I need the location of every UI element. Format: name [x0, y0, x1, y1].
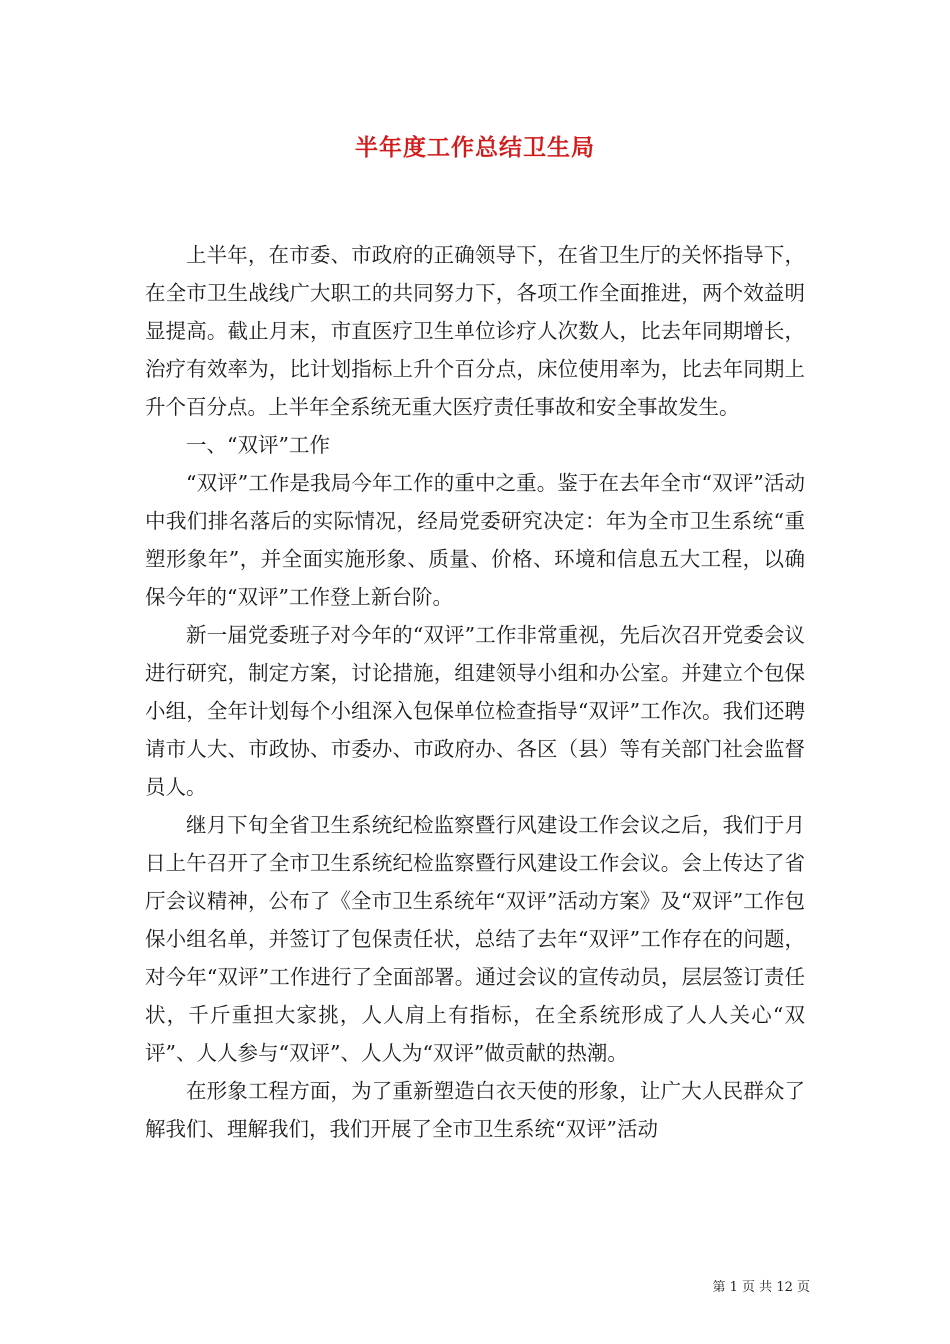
document-body [145, 236, 805, 1148]
section-heading-shuangping: 一、“双评”工作 [186, 433, 330, 457]
page-number-footer: 第 1 页 共 12 页 [712, 1280, 810, 1295]
paragraph-party-committee: 新一届党委班子对今年的“双评”工作非常重视，先后次召开党委会议进行研究，制定方案，讨论措施，组建领导小组和办公室。并建立个包保小组，全年计划每个小组深入包保单位检查指导“双评”工作次。我们还聘请市人大、市政协、市委办、市政府办、各区（县）等有关部门社会监督员人。 [145, 623, 805, 799]
paragraph-image-project: 在形象工程方面，为了重新塑造白衣天使的形象，让广大人民群众了解我们、理解我们，我们开展了全市卫生系统“双评”活动 [145, 1079, 805, 1141]
paragraph-intro: 上半年，在市委、市政府的正确领导下，在省卫生厅的关怀指导下，在全市卫生战线广大职工的共同努力下，各项工作全面推进，两个效益明显提高。截止月末，市直医疗卫生单位诊疗人次数人，比去年同期增长，治疗有效率为，比计划指标上升个百分点，床位使用率为，比去年同期上升个百分点。上半年全系统无重大医疗责任事故和安全事故发生。 [145, 243, 805, 419]
document-title: 半年度工作总结卫生局 [355, 134, 595, 161]
paragraph-meeting: 继月下旬全省卫生系统纪检监察暨行风建设工作会议之后，我们于月日上午召开了全市卫生系统纪检监察暨行风建设工作会议。会上传达了省厅会议精神，公布了《全市卫生系统年“双评”活动方案》及“双评”工作包保小组名单，并签订了包保责任状，总结了去年“双评”工作存在的问题，对今年“双评”工作进行了全面部署。通过会议的宣传动员，层层签订责任状，千斤重担大家挑，人人肩上有指标，在全系统形成了人人关心“双评”、人人参与“双评”、人人为“双评”做贡献的热潮。 [145, 813, 805, 1065]
paragraph-shuangping-priority: “双评”工作是我局今年工作的重中之重。鉴于在去年全市“双评”活动中我们排名落后的实际情况，经局党委研究决定：年为全市卫生系统“重塑形象年”，并全面实施形象、质量、价格、环境和信息五大工程，以确保今年的“双评”工作登上新台阶。 [145, 471, 805, 609]
